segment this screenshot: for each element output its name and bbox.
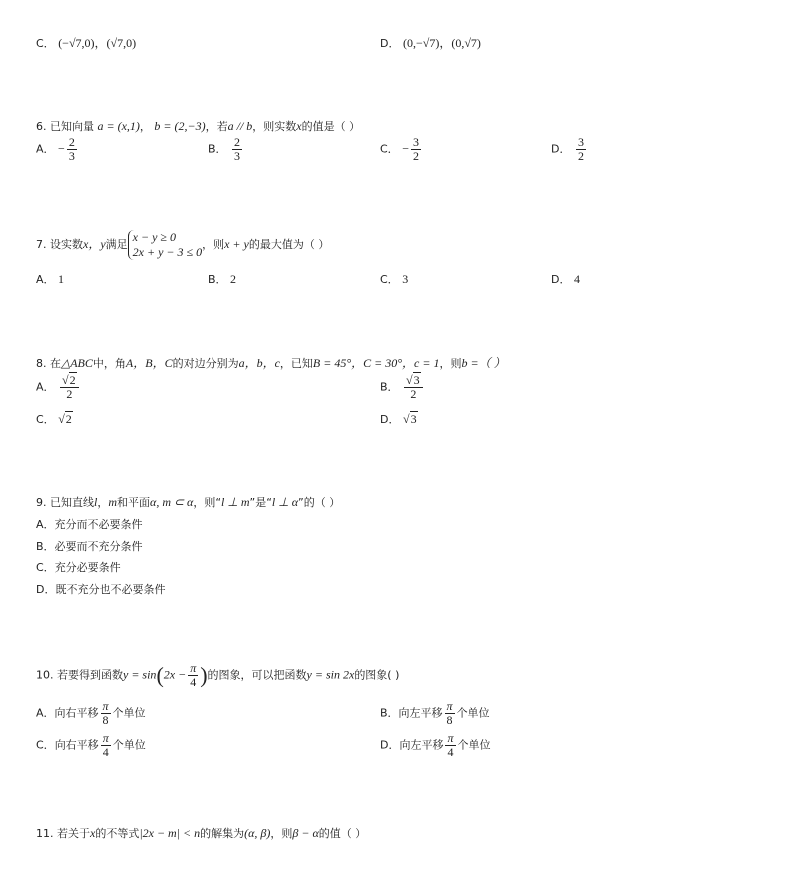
q7-vars: x，y: [83, 237, 106, 251]
q7-c-label: C．: [380, 273, 399, 286]
q9-d-text: 既不充分也不必要条件: [55, 583, 166, 596]
q11-solution-set: (α, β): [244, 826, 271, 840]
q9-option-c[interactable]: [36, 559, 121, 575]
q10-c-post: 个单位: [112, 738, 146, 752]
q6-vector-a: a = (x,1): [97, 119, 140, 133]
q7-stem: [36, 230, 329, 260]
q11-stem: [36, 825, 366, 841]
q9-b-label: B．: [36, 540, 55, 553]
q9-line-m: m: [108, 495, 118, 509]
q10-a-label: A．: [36, 706, 55, 720]
q6-d-num: 3: [577, 135, 584, 149]
q10-option-d[interactable]: [380, 732, 491, 759]
q7-a-label: A．: [36, 273, 55, 286]
q8-d-radicand: 3: [410, 412, 417, 426]
q7-mid: 满足: [105, 238, 128, 251]
q11-inequality: |2x − m| < n: [139, 826, 201, 840]
q8-option-b[interactable]: [380, 374, 425, 401]
q8-b-fraction: [404, 374, 423, 401]
q8-c-label: C．: [36, 413, 55, 426]
q8-a-radicand: 2: [69, 373, 76, 387]
q7-option-c[interactable]: [380, 271, 408, 287]
q11-var: x: [90, 826, 96, 840]
q11-stem-mid: 的不等式: [95, 827, 140, 840]
q8-a-den: 2: [66, 387, 73, 401]
q9-a-text: 充分而不必要条件: [54, 518, 143, 531]
q11-stem-mid3: ，则: [270, 827, 293, 840]
q8-a-num: √2: [60, 374, 79, 388]
q9-d-label: D．: [36, 583, 56, 596]
q9-stem-mid2: 和平面: [117, 496, 151, 509]
q10-a-fraction: [101, 700, 111, 727]
q8-stem-mid3: ，已知: [279, 357, 313, 370]
q10-d-den: 4: [447, 745, 454, 759]
q9-prop-1: l ⊥ m: [221, 495, 250, 509]
q11-expr: β − α: [292, 826, 319, 840]
q6-a-den: 3: [68, 149, 75, 163]
q6-var: x: [296, 119, 302, 133]
q10-c-fraction: [101, 732, 111, 759]
q9-option-d[interactable]: [36, 581, 165, 597]
q7-option-b[interactable]: [208, 271, 236, 287]
q7-end: 的最大值为（ ）: [248, 238, 330, 251]
q11-stem-end: 的值（ ）: [318, 827, 367, 840]
q8-stem-pre: 8. 在: [36, 357, 61, 370]
q10-d-pre: 向左平移: [399, 738, 444, 752]
q9-option-a[interactable]: [36, 516, 143, 532]
q8-stem-mid2: 的对边分别为: [172, 357, 239, 370]
q11-stem-pre: 11. 若关于: [36, 827, 90, 840]
q10-b-fraction: [445, 700, 455, 727]
q6-b-num: 2: [234, 135, 241, 149]
q10-stem-end: 的图象( ): [354, 668, 400, 682]
q6-c-label: C．: [380, 142, 399, 156]
q8-target: b =（ ）: [461, 356, 506, 370]
q6-c-num: 3: [412, 135, 419, 149]
q8-b-den: 2: [410, 387, 417, 401]
q10-c-label: C．: [36, 738, 55, 752]
q10-b-label: B．: [380, 706, 399, 720]
q6-stem: 6. 已知向量 a = (x,1)， b = (2,−3)，若a // b，则实数x的值是（ ）: [36, 119, 361, 133]
q6-d-fraction: [576, 136, 586, 163]
q10-func2: y = sin 2x: [306, 667, 355, 682]
q8-c-radicand: 2: [65, 412, 72, 426]
q10-d-post: 个单位: [457, 738, 491, 752]
q7-option-d[interactable]: [551, 271, 580, 287]
q8-angles: A，B，C: [125, 356, 173, 370]
q9-stem-mid4: ”是“: [249, 496, 272, 509]
q5-d-label: D．: [380, 37, 400, 50]
q10-a-den: 8: [102, 713, 109, 727]
q6-option-b[interactable]: [208, 136, 244, 163]
q10-b-post: 个单位: [456, 706, 490, 720]
q10-c-den: 4: [102, 745, 109, 759]
q7-constraint-1: x − y ≥ 0: [132, 230, 176, 244]
q10-a-num: π: [102, 699, 109, 713]
q6-stem-end: 的值是（ ）: [301, 120, 361, 133]
q8-option-a[interactable]: [36, 374, 81, 401]
q10-func1-den: 4: [190, 675, 197, 689]
q7-stem-pre: 7. 设实数: [36, 238, 83, 251]
q6-stem-pre: 6. 已知向量: [36, 120, 94, 133]
q8-b-num: √3: [404, 374, 423, 388]
q8-given: B = 45°，C = 30°，c = 1: [312, 356, 440, 370]
q9-stem-mid: ，: [97, 496, 109, 509]
q7-b-label: B．: [208, 273, 227, 286]
q8-option-d[interactable]: D． √3: [380, 412, 417, 426]
q6-vector-b: b = (2,−3): [154, 119, 206, 133]
q10-func1-pre: y = sin: [123, 667, 157, 682]
q10-func1-inner: 2x −: [163, 667, 187, 682]
q6-stem-post: ，则实数: [252, 120, 297, 133]
q7-constraint-system: [128, 230, 202, 260]
q8-stem: [36, 354, 506, 371]
q9-stem-mid3: ，则“: [193, 496, 222, 509]
q11-stem-mid2: 的解集为: [200, 827, 245, 840]
q10-stem: 10. 若要得到函数y = sin(2x − $\frac{\pi}{4}$ )的图象，可以把函数y = sin 2x的图象( ): [36, 661, 400, 689]
q10-c-pre: 向右平移: [54, 738, 99, 752]
q8-a-fraction: [60, 374, 79, 401]
q6-option-c[interactable]: [380, 136, 423, 163]
q6-c-den: 2: [412, 149, 419, 163]
q7-expr: x + y: [224, 237, 249, 251]
q5-c-label: C．: [36, 37, 55, 50]
q10-c-num: π: [102, 731, 109, 745]
q6-mid: ，若: [205, 120, 228, 133]
q5-d-text: (0,−√7)，(0,√7): [402, 36, 481, 50]
q5-option-d[interactable]: [380, 34, 481, 51]
q5-c-text: (−√7,0)，(√7,0): [58, 36, 137, 50]
q10-a-post: 个单位: [112, 706, 146, 720]
q6-a-label: A．: [36, 142, 55, 156]
q9-a-label: A．: [36, 518, 55, 531]
q7-b-value: 2: [230, 272, 237, 286]
q6-d-label: D．: [551, 142, 571, 156]
q9-c-label: C．: [36, 561, 55, 574]
q10-d-fraction: [445, 732, 455, 759]
q9-stem-end: ”的（ ）: [298, 496, 341, 509]
q6-b-label: B．: [208, 142, 227, 156]
q7-a-value: 1: [58, 272, 65, 286]
q6-a-fraction: [67, 136, 77, 163]
q10-option-c[interactable]: [36, 732, 146, 759]
q6-a-num: 2: [68, 135, 75, 149]
q10-func1-num: π: [190, 661, 197, 675]
q5-option-c[interactable]: [36, 34, 136, 51]
q8-option-c[interactable]: C． √2: [36, 412, 72, 426]
q7-c-value: 3: [402, 272, 409, 286]
q8-b-label: B．: [380, 380, 399, 394]
q10-stem-pre: 10. 若要得到函数: [36, 668, 123, 682]
q10-option-b[interactable]: [380, 700, 490, 727]
q9-option-b[interactable]: [36, 538, 143, 554]
q10-d-label: D．: [380, 738, 400, 752]
q10-b-num: π: [446, 699, 453, 713]
q8-stem-end: ，则: [439, 357, 462, 370]
q6-option-a[interactable]: [36, 136, 79, 163]
q8-a-label: A．: [36, 380, 55, 394]
q8-triangle: △ABC: [61, 356, 93, 370]
q6-a-sign: −: [58, 141, 65, 156]
q9-prop-2: l ⊥ α: [271, 495, 298, 509]
q6-c-sign: −: [402, 141, 409, 156]
q10-b-pre: 向左平移: [398, 706, 443, 720]
q7-option-a[interactable]: [36, 271, 64, 287]
q6-c-fraction: [411, 136, 421, 163]
q7-d-label: D．: [551, 273, 571, 286]
q8-sides: a，b，c: [238, 356, 280, 370]
q9-stem: [36, 494, 340, 510]
q10-option-a[interactable]: [36, 700, 146, 727]
q6-b-den: 3: [234, 149, 241, 163]
q7-post: ，则: [202, 238, 225, 251]
q7-d-value: 4: [573, 272, 580, 286]
q6-d-den: 2: [577, 149, 584, 163]
q8-stem-mid: 中，角: [92, 357, 126, 370]
q9-b-text: 必要而不充分条件: [54, 540, 143, 553]
q8-b-radicand: 3: [413, 373, 420, 387]
q6-parallel-cond: a // b: [227, 119, 253, 133]
q9-cond: α, m ⊂ α: [150, 495, 194, 509]
q6-b-fraction: [232, 136, 242, 163]
q10-stem-mid: 的图象，可以把函数: [207, 668, 307, 682]
q7-constraint-2: 2x + y − 3 ≤ 0: [132, 245, 203, 259]
q10-d-num: π: [447, 731, 454, 745]
q8-d-label: D．: [380, 413, 400, 426]
q6-option-d[interactable]: [551, 136, 588, 163]
q9-stem-pre: 9. 已知直线: [36, 496, 94, 509]
q9-line-l: l: [94, 495, 98, 509]
q10-func1-fraction: [188, 662, 198, 689]
q10-a-pre: 向右平移: [54, 706, 99, 720]
q9-c-text: 充分必要条件: [54, 561, 121, 574]
q10-b-den: 8: [446, 713, 453, 727]
